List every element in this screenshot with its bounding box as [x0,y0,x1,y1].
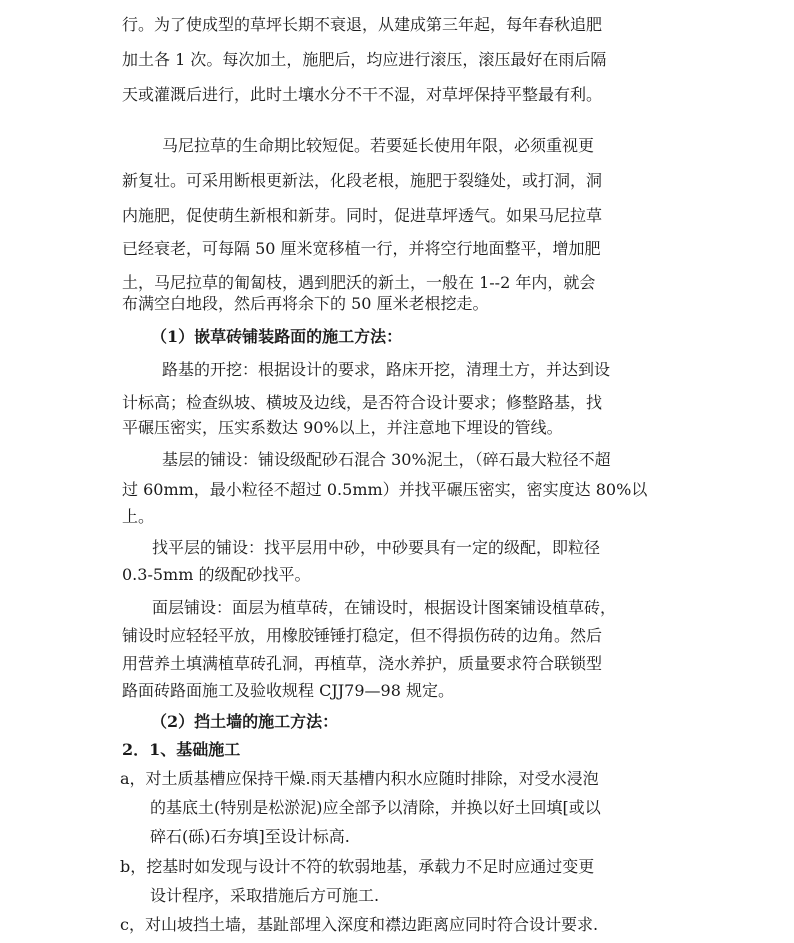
list-item-continuation: 的基底土(特别是松淤泥)应全部予以清除，并换以好土回填[或以 [150,798,601,817]
text-line: 用营养土填满植草砖孔洞，再植草，浇水养护，质量要求符合联锁型 [122,654,603,673]
text-line: 路面砖路面施工及验收规程 CJJ79—98 规定。 [122,681,454,700]
paragraph-start-line: 面层铺设：面层为植草砖，在铺设时，根据设计图案铺设植草砖， [152,598,617,617]
text-line: 上。 [122,507,155,526]
text-line: 土，马尼拉草的匍匐枝，遇到肥沃的新土，一般在 1--2 年内，就会 [122,273,596,292]
list-item-b: b，挖基时如发现与设计不符的软弱地基，承载力不足时应通过变更 [120,857,595,876]
section-heading: （1）嵌草砖铺装路面的施工方法： [151,327,403,346]
list-item-continuation: 碎石(砾)石夯填]至设计标高. [150,827,350,846]
list-item-c: c，对山坡挡土墙，基趾部埋入深度和襟边距离应同时符合设计要求. [120,915,599,934]
text-line: 平碾压密实，压实系数达 90%以上，并注意地下埋设的管线。 [122,418,563,437]
text-line: 过 60mm，最小粒径不超过 0.5mm）并找平碾压密实，密实度达 80%以 [122,480,648,499]
paragraph-start-line: 基层的铺设：铺设级配砂石混合 30%泥土，（碎石最大粒径不超 [162,450,611,469]
text-line: 计标高；检查纵坡、横坡及边线，是否符合设计要求；修整路基，找 [122,393,603,412]
text-line: 布满空白地段，然后再将余下的 50 厘米老根挖走。 [122,294,489,313]
subsection-heading: 2．1、基础施工 [122,740,241,759]
list-item-a: a，对土质基槽应保持干燥.雨天基槽内积水应随时排除，对受水浸泡 [120,769,599,788]
text-line: 加土各 1 次。每次加土，施肥后，均应进行滚压，滚压最好在雨后隔 [122,50,607,69]
text-line: 铺设时应轻轻平放，用橡胶锤锤打稳定，但不得损伤砖的边角。然后 [122,626,603,645]
text-line: 0.3-5mm 的级配砂找平。 [122,565,311,584]
text-line: 内施肥，促使萌生新根和新芽。同时，促进草坪透气。如果马尼拉草 [122,206,603,225]
text-line: 已经衰老，可每隔 50 厘米宽移植一行，并将空行地面整平，增加肥 [122,239,601,258]
text-line: 新复壮。可采用断根更新法，化段老根，施肥于裂缝处，或打洞，洞 [122,171,603,190]
text-line: 天或灌溉后进行，此时土壤水分不干不湿，对草坪保持平整最有利。 [122,85,603,104]
text-line: 行。为了使成型的草坪长期不衰退，从建成第三年起，每年春秋追肥 [122,15,603,34]
list-item-continuation: 设计程序，采取措施后方可施工. [150,886,380,905]
paragraph-start-line: 马尼拉草的生命期比较短促。若要延长使用年限，必须重视更 [162,136,595,155]
paragraph-start-line: 路基的开挖：根据设计的要求，路床开挖，清理土方，并达到设 [162,360,611,379]
paragraph-start-line: 找平层的铺设：找平层用中砂，中砂要具有一定的级配，即粒径 [152,538,601,557]
section-heading: （2）挡土墙的施工方法： [151,712,339,731]
